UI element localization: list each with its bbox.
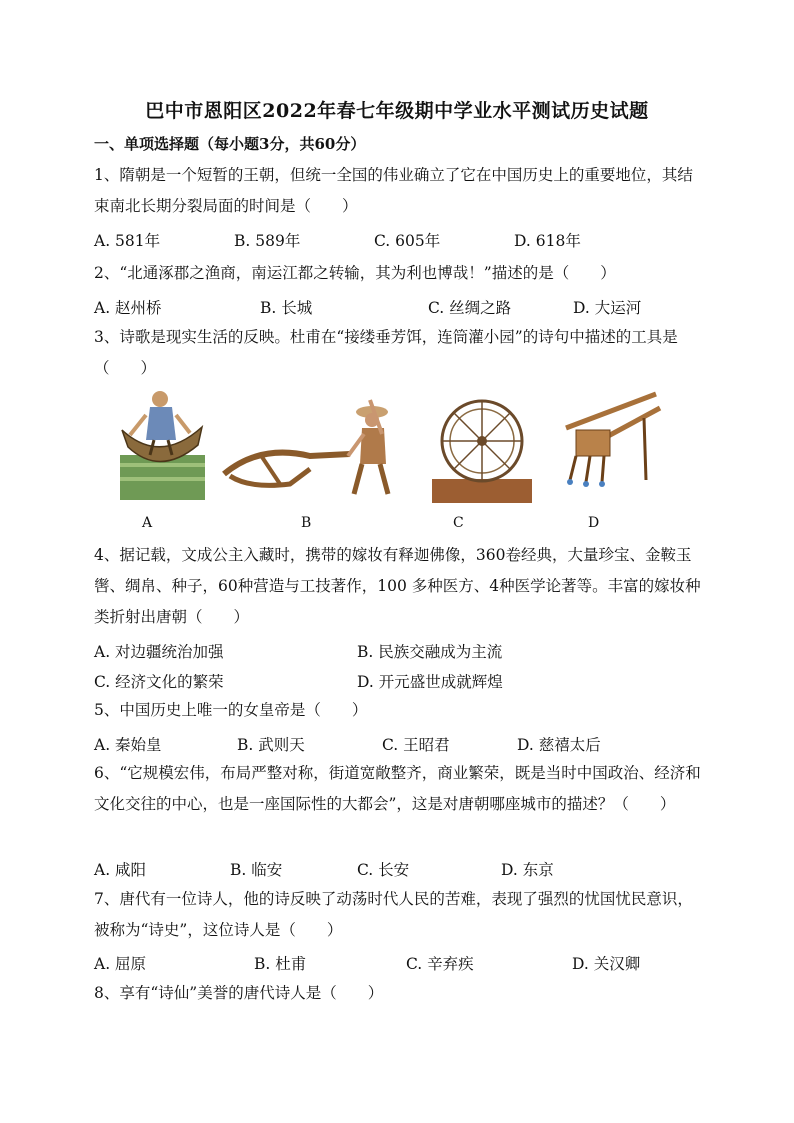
option-b: B. 临安 xyxy=(230,861,283,879)
option-c: C. 605年 xyxy=(374,232,441,250)
picture-label-b: B xyxy=(301,515,312,531)
option-b: B. 民族交融成为主流 xyxy=(357,643,503,661)
question-7: 7、唐代有一位诗人，他的诗反映了动荡时代人民的苦难，表现了强烈的忧国忧民意识，被称为“诗史”，这位诗人是（ ） xyxy=(94,890,693,939)
option-a: A. 秦始皇 xyxy=(94,736,162,754)
option-a: A. 屈原 xyxy=(94,955,147,973)
option-d: D. 大运河 xyxy=(573,299,642,317)
option-b: B. 杜甫 xyxy=(254,955,307,973)
option-b: B. 武则天 xyxy=(237,736,305,754)
option-b: B. 589年 xyxy=(234,232,301,250)
picture-label-d: D xyxy=(588,515,600,531)
page-title: 巴中市恩阳区2022年春七年级期中学业水平测试历史试题 xyxy=(145,100,649,122)
picture-label-a: A xyxy=(142,515,153,531)
picture-label-c: C xyxy=(453,515,464,531)
question-8: 8、享有“诗仙”美誉的唐代诗人是（ ） xyxy=(94,984,384,1002)
waterwheel-image xyxy=(432,395,532,503)
plough-farmer-image xyxy=(220,394,400,499)
option-c: C. 丝绸之路 xyxy=(428,299,512,317)
section-heading: 一、单项选择题（每小题3分，共60分） xyxy=(94,135,366,153)
option-a: A. 581年 xyxy=(94,232,161,250)
option-a: A. 赵州桥 xyxy=(94,299,162,317)
question-5: 5、中国历史上唯一的女皇帝是（ ） xyxy=(94,701,368,719)
option-c: C. 经济文化的繁荣 xyxy=(94,673,224,691)
option-c: C. 长安 xyxy=(357,861,410,879)
option-a: A. 咸阳 xyxy=(94,861,147,879)
question-3: 3、诗歌是现实生活的反映。杜甫在“接缕垂芳饵，连筒灌小园”的诗句中描述的工具是（ ） xyxy=(94,328,678,377)
question-1: 1、隋朝是一个短暂的王朝，但统一全国的伟业确立了它在中国历史上的重要地位，其结束南北长期分裂局面的时间是（ ） xyxy=(94,166,693,215)
option-d: D. 关汉卿 xyxy=(572,955,641,973)
option-d: D. 618年 xyxy=(514,232,581,250)
question-4: 4、据记载，文成公主入藏时，携带的嫁妆有释迦佛像，360卷经典，大量珍宝、金鞍玉辔、绸帛、种子，60种营造与工技著作，100 多种医方、4种医学论著等。丰富的嫁妆种类折射出唐朝（ ） xyxy=(94,546,701,626)
option-a: A. 对边疆统治加强 xyxy=(94,643,224,661)
option-d: D. 慈禧太后 xyxy=(517,736,601,754)
seed-drill-image xyxy=(556,388,666,496)
option-b: B. 长城 xyxy=(260,299,313,317)
boat-trawling-image xyxy=(120,385,205,500)
option-d: D. 东京 xyxy=(501,861,554,879)
question-2: 2、“北通涿郡之渔商，南运江都之转输，其为利也博哉！”描述的是（ ） xyxy=(94,264,616,282)
option-c: C. 王昭君 xyxy=(382,736,450,754)
question-6: 6、“它规模宏伟，布局严整对称，街道宽敞整齐，商业繁荣，既是当时中国政治、经济和文化交往的中心，也是一座国际性的大都会”，这是对唐朝哪座城市的描述？（ ） xyxy=(94,764,701,813)
option-d: D. 开元盛世成就辉煌 xyxy=(357,673,503,691)
option-c: C. 辛弃疾 xyxy=(406,955,474,973)
